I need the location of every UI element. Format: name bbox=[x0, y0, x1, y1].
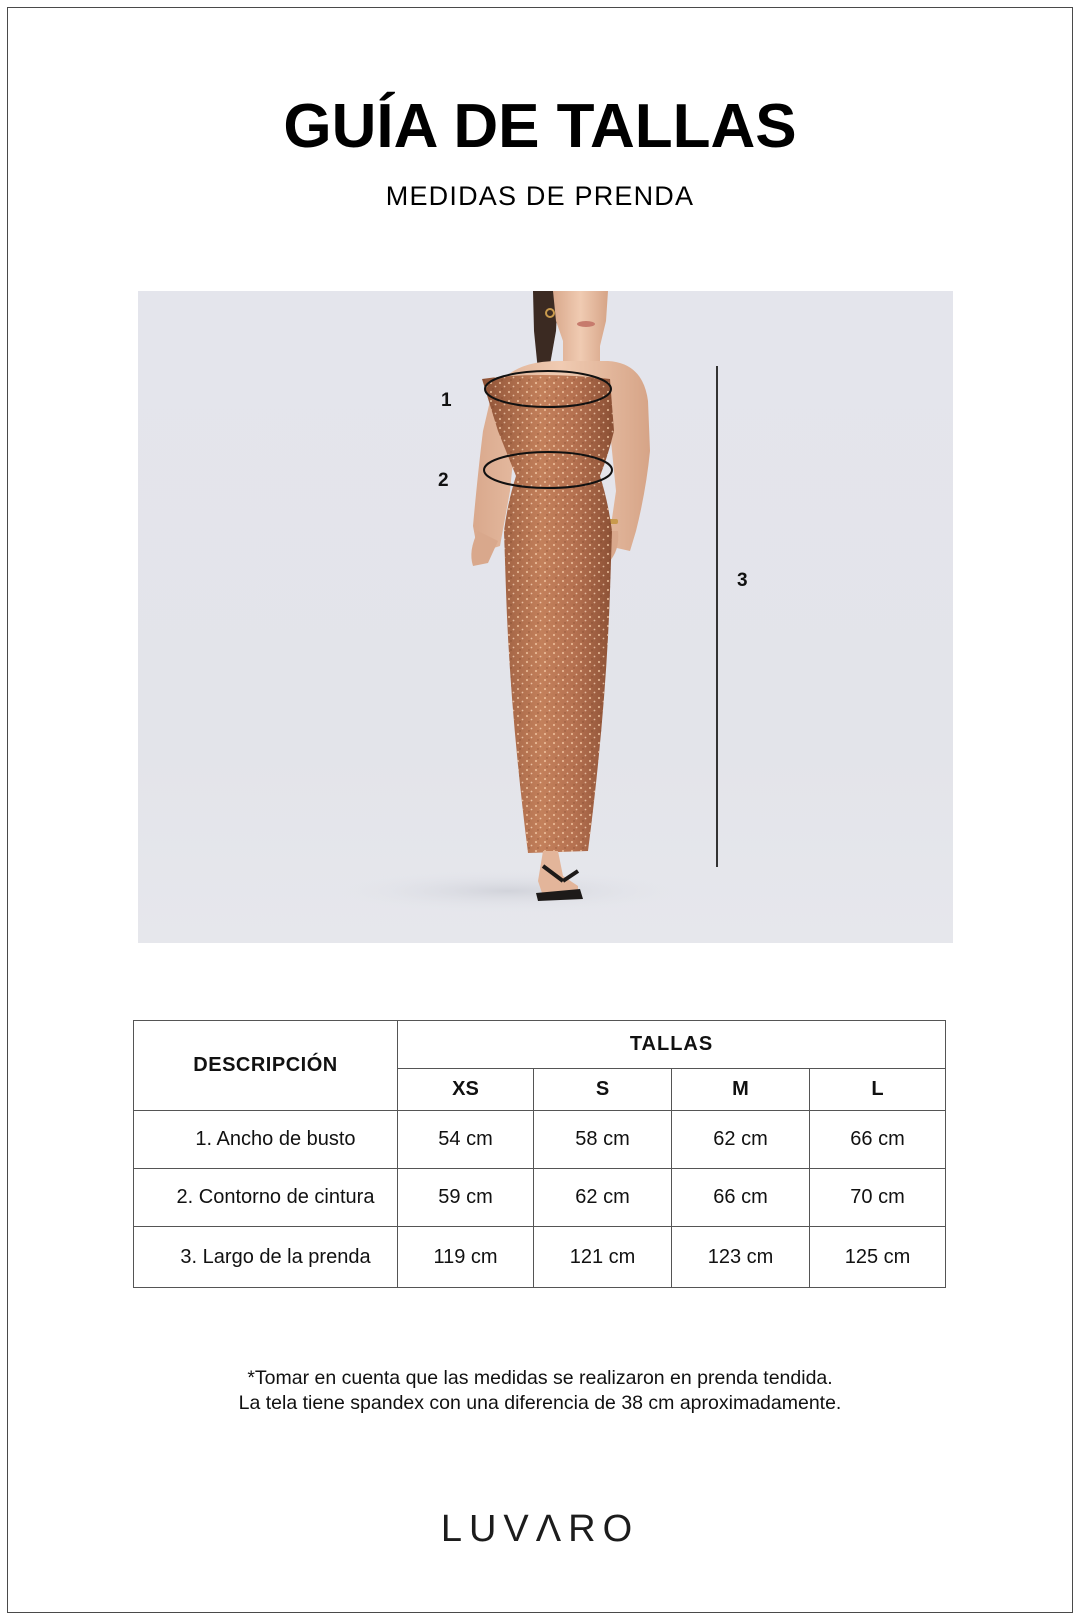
table-cell: 66 cm bbox=[810, 1111, 946, 1169]
footnote bbox=[0, 1366, 1080, 1416]
footnote-line-2: La tela tiene spandex con una diferencia de 38 cm aproximadamente. bbox=[238, 1392, 842, 1414]
size-header-l: L bbox=[810, 1069, 946, 1111]
table-cell: 58 cm bbox=[534, 1111, 672, 1169]
table-cell: 123 cm bbox=[672, 1227, 810, 1288]
table-cell: 66 cm bbox=[672, 1169, 810, 1227]
size-chart-table bbox=[133, 1020, 946, 1288]
marker-label-2: 2 bbox=[438, 470, 449, 491]
table-header-row bbox=[134, 1021, 946, 1069]
model-photo bbox=[138, 291, 953, 943]
brand-logo: LUVΛRO bbox=[440, 1508, 640, 1550]
table-cell: 121 cm bbox=[534, 1227, 672, 1288]
description-header: DESCRIPCIÓN bbox=[134, 1021, 398, 1111]
table-cell: 59 cm bbox=[398, 1169, 534, 1227]
table-row bbox=[134, 1169, 946, 1227]
table-row bbox=[134, 1227, 946, 1288]
row-label-length: 3. Largo de la prenda bbox=[134, 1227, 398, 1288]
table-cell: 70 cm bbox=[810, 1169, 946, 1227]
size-header-m: M bbox=[672, 1069, 810, 1111]
row-label-bust: 1. Ancho de busto bbox=[134, 1111, 398, 1169]
size-header-s: S bbox=[534, 1069, 672, 1111]
table-cell: 62 cm bbox=[672, 1111, 810, 1169]
footnote-line-1: *Tomar en cuenta que las medidas se realizaron en prenda tendida. bbox=[247, 1367, 833, 1389]
table-cell: 125 cm bbox=[810, 1227, 946, 1288]
table-cell: 119 cm bbox=[398, 1227, 534, 1288]
row-label-waist: 2. Contorno de cintura bbox=[134, 1169, 398, 1227]
marker-label-1: 1 bbox=[441, 390, 452, 411]
sizes-header: TALLAS bbox=[398, 1021, 946, 1069]
table-cell: 62 cm bbox=[534, 1169, 672, 1227]
table-row bbox=[134, 1111, 946, 1169]
page-subtitle: MEDIDAS DE PRENDA bbox=[385, 181, 695, 211]
size-header-xs: XS bbox=[398, 1069, 534, 1111]
table-cell: 54 cm bbox=[398, 1111, 534, 1169]
marker-label-3: 3 bbox=[737, 570, 748, 591]
page-title: GUÍA DE TALLAS bbox=[283, 92, 797, 161]
model-illustration bbox=[138, 291, 953, 943]
